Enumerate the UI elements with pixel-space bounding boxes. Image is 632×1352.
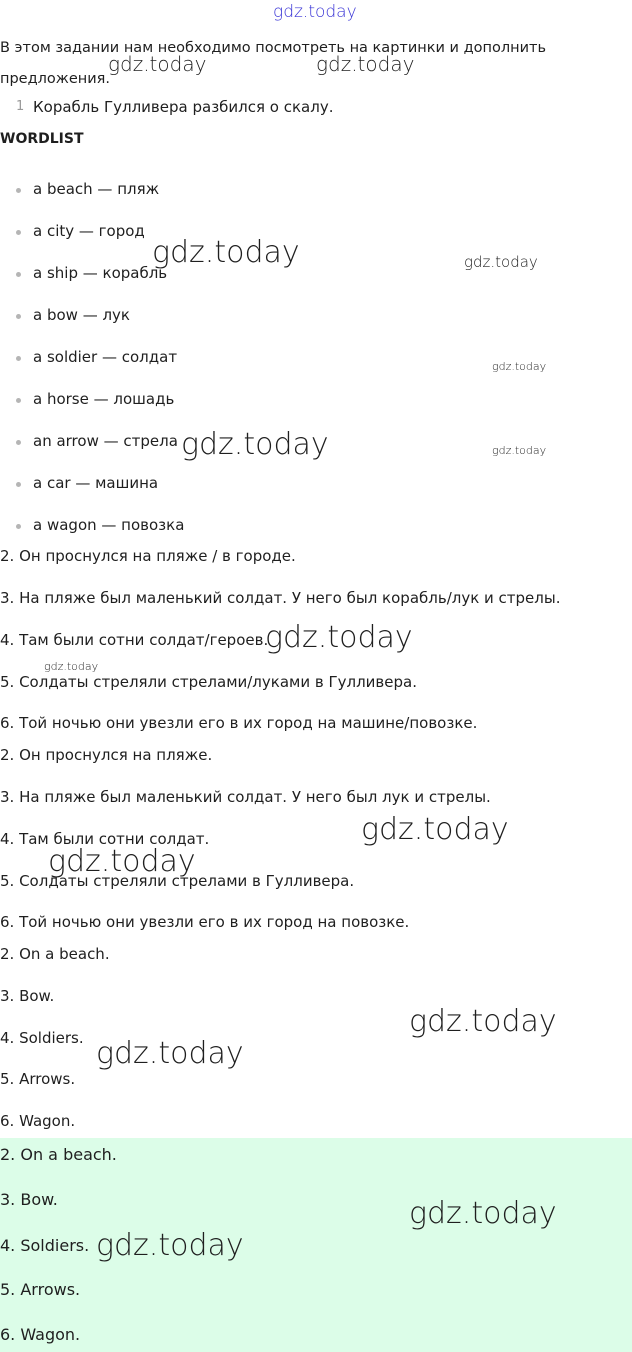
site-watermark: gdz.today — [96, 1036, 244, 1071]
option-sentence: 3. На пляже был маленький солдат. У него был корабль/лук и стрелы. — [0, 589, 561, 607]
answer-en: 6. Wagon. — [0, 1112, 76, 1130]
answer-final: 3. Bow. — [0, 1190, 58, 1209]
site-watermark: gdz.today — [492, 444, 547, 457]
answer-en: 3. Bow. — [0, 987, 55, 1005]
site-watermark: gdz.today — [152, 235, 300, 270]
option-sentence: 6. Той ночью они увезли его в их город на машине/повозке. — [0, 714, 478, 732]
site-watermark: gdz.today — [44, 660, 99, 673]
wordlist-item: a wagon — повозка — [33, 516, 185, 534]
site-watermark: gdz.today — [108, 52, 207, 76]
wordlist-item: a ship — корабль — [33, 264, 168, 282]
item-number: 1 — [16, 99, 25, 114]
site-watermark: gdz.today — [492, 360, 547, 373]
bullet-icon — [16, 524, 21, 529]
site-watermark: gdz.today — [265, 620, 413, 655]
highlighted-answer-block — [0, 1138, 632, 1352]
answer-ru: 4. Там были сотни солдат. — [0, 830, 210, 848]
item-1-text: Корабль Гулливера разбился о скалу. — [33, 98, 334, 116]
site-watermark: gdz.today — [361, 812, 509, 847]
answer-ru: 3. На пляже был маленький солдат. У него был лук и стрелы. — [0, 788, 491, 806]
site-watermark: gdz.today — [409, 1196, 557, 1231]
bullet-icon — [16, 482, 21, 487]
answer-en: 5. Arrows. — [0, 1070, 76, 1088]
wordlist-item: an arrow — стрела — [33, 432, 178, 450]
site-watermark: gdz.today — [181, 427, 329, 462]
bullet-icon — [16, 188, 21, 193]
wordlist-item: a horse — лошадь — [33, 390, 175, 408]
option-sentence: 5. Солдаты стреляли стрелами/луками в Гулливера. — [0, 673, 417, 691]
wordlist-item: a soldier — солдат — [33, 348, 178, 366]
option-sentence: 4. Там были сотни солдат/героев. — [0, 631, 269, 649]
answer-en: 2. On a beach. — [0, 945, 110, 963]
bullet-icon — [16, 398, 21, 403]
wordlist-item: a bow — лук — [33, 306, 130, 324]
answer-final: 6. Wagon. — [0, 1325, 81, 1344]
answer-ru: 6. Той ночью они увезли его в их город на повозке. — [0, 913, 410, 931]
answer-final: 2. On a beach. — [0, 1145, 117, 1164]
site-watermark-top: gdz.today — [273, 2, 357, 22]
bullet-icon — [16, 314, 21, 319]
wordlist-title: WORDLIST — [0, 131, 84, 147]
answer-final: 5. Arrows. — [0, 1280, 81, 1299]
site-watermark: gdz.today — [409, 1004, 557, 1039]
bullet-icon — [16, 356, 21, 361]
bullet-icon — [16, 230, 21, 235]
answer-en: 4. Soldiers. — [0, 1029, 84, 1047]
bullet-icon — [16, 440, 21, 445]
answer-final: 4. Soldiers. — [0, 1236, 90, 1255]
site-watermark: gdz.today — [316, 52, 415, 76]
bullet-icon — [16, 272, 21, 277]
site-watermark: gdz.today — [48, 844, 196, 879]
site-watermark: gdz.today — [464, 253, 538, 271]
wordlist-item: a car — машина — [33, 474, 159, 492]
option-sentence: 2. Он проснулся на пляже / в городе. — [0, 547, 296, 565]
answer-ru: 2. Он проснулся на пляже. — [0, 746, 213, 764]
site-watermark: gdz.today — [96, 1228, 244, 1263]
answer-ru: 5. Солдаты стреляли стрелами в Гулливера. — [0, 872, 355, 890]
wordlist-item: a city — город — [33, 222, 145, 240]
wordlist-item: a beach — пляж — [33, 180, 160, 198]
task-intro: В этом задании нам необходимо посмотреть на картинки и дополнить предложения. — [0, 40, 546, 87]
